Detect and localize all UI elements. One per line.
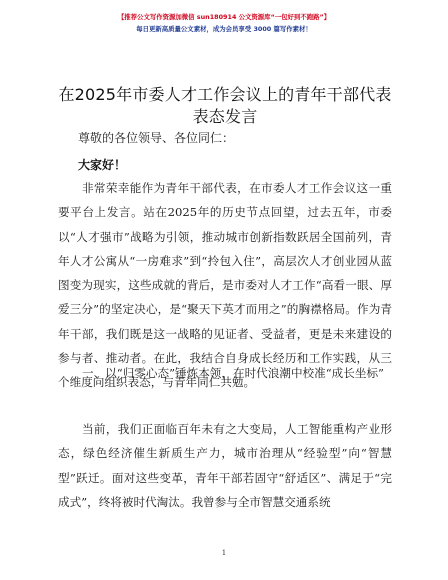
body-paragraph-1: 非常荣幸能作为青年干部代表，在市委人才工作会议这一重要平台上发言。站在2025年的历史节点回望，过去五年，市委以“人才强市”战略为引领，推动城市创新指数跃居全国前列，青年人才公寓从“一房难求”到“拎包入住”，高层次人才创业园从蓝图变为现实，这些成就的背后，是市委对人才工作“高看一眼、厚爱三分”的坚定决心，是“聚天下英才而用之”的胸襟格局。作为青年干部，我们既是这一战略的见证者、受益者，更是未来建设的参与者、推动者。在此，我结合自身成长经历和工作实践，从三个维度向组织表态，与青年同仁共勉。: [58, 181, 392, 390]
salutation: 尊敬的各位领导、各位同仁：: [78, 131, 235, 145]
promo-banner-line-1: 【推荐公文写作资源加微信 sun180914 公文资源库“一包好到不跑路”】: [117, 13, 331, 21]
greeting: 大家好！: [78, 158, 127, 172]
body-paragraph-2: 当前，我们正面临百年未有之大变局，人工智能重构产业形态，绿色经济催生新质生产力，城市治理从“经验型”向“智慧型”跃迁。面对这些变革，青年干部若固守“舒适区”、满足于“完成式”，终将被时代淘汰。我曾参与全市智慧交通系统: [58, 422, 392, 509]
document-title: 在2025年市委人才工作会议上的青年干部代表表态发言: [58, 85, 392, 126]
page-number: 1: [221, 549, 227, 557]
promo-banner-line-2: 每日更新高质量公文素材，成为会员享受 3000 篇写作素材！: [136, 25, 312, 33]
section-heading-1: 一、以“归零心态”锤炼本领，在时代浪潮中校准“成长坐标”: [82, 366, 384, 380]
